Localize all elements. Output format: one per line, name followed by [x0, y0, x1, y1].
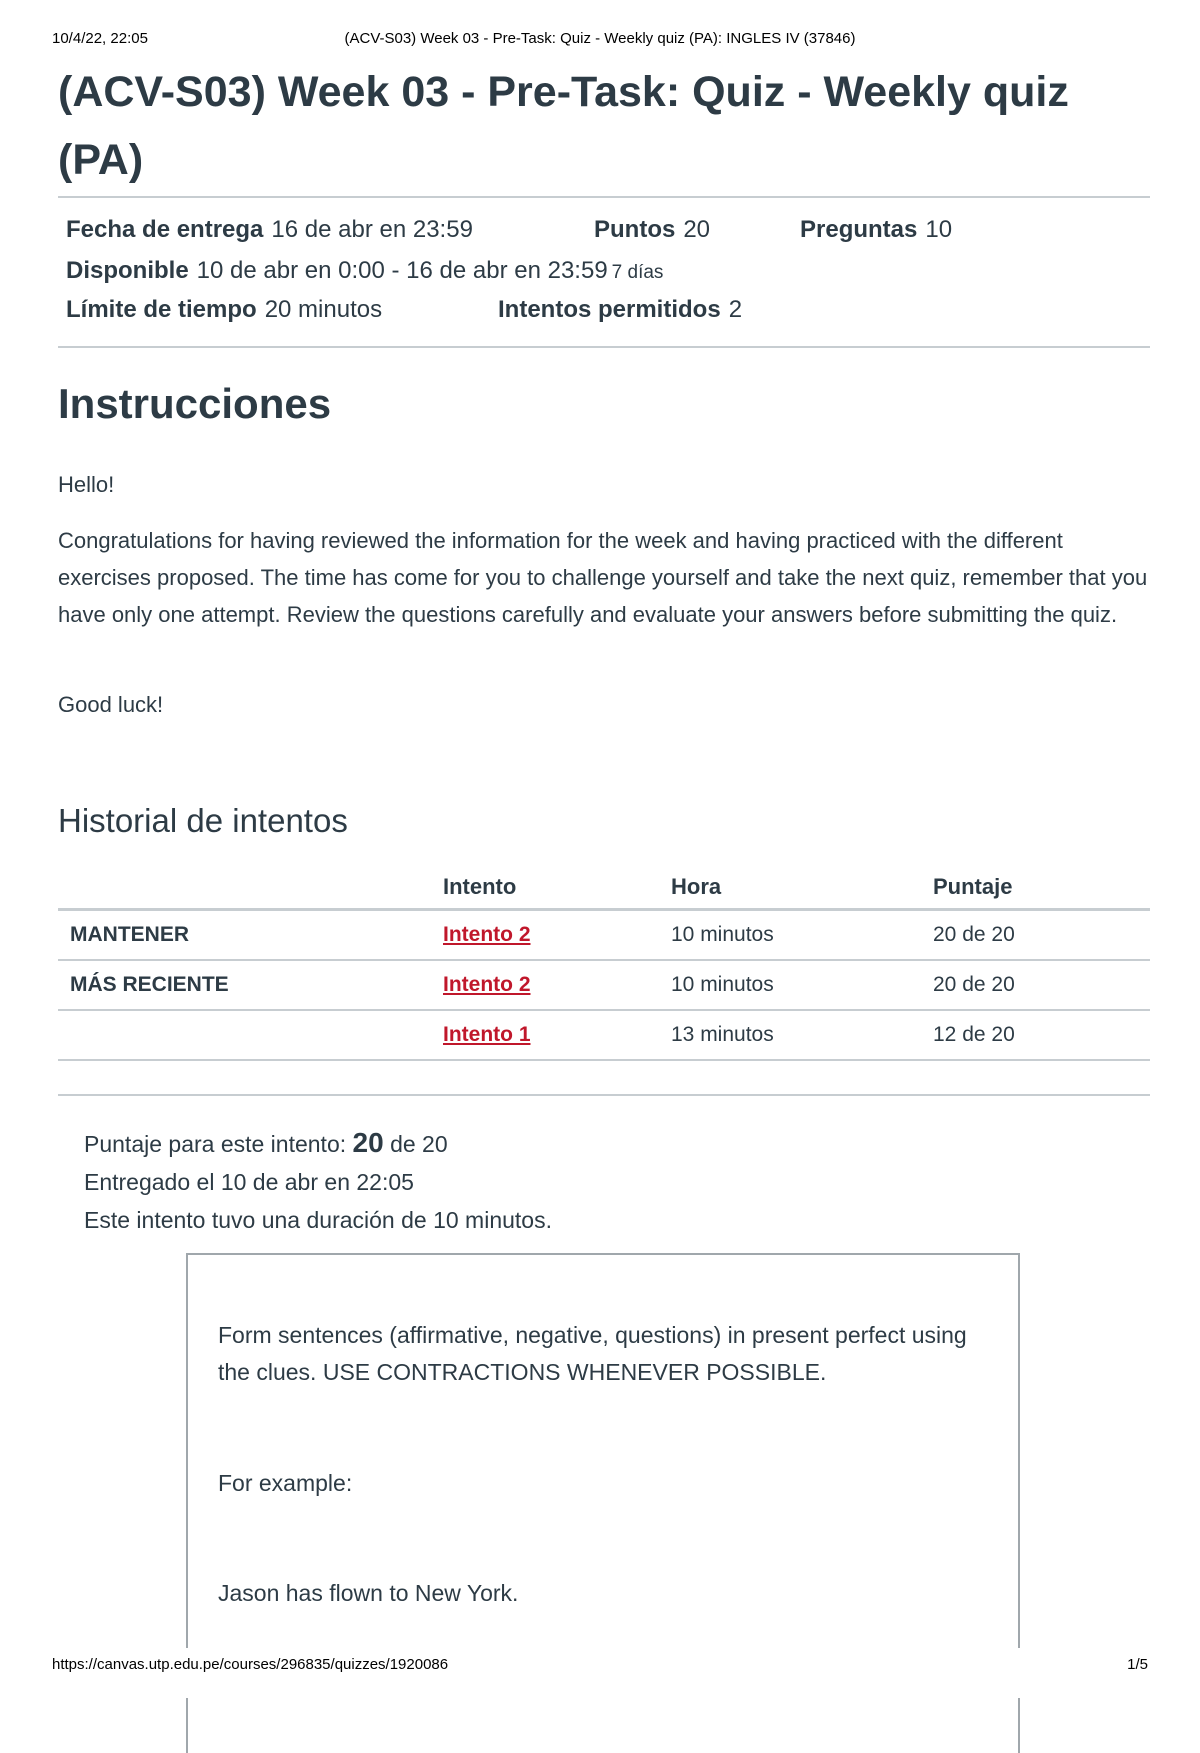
example-label: For example: — [218, 1470, 353, 1496]
attempts-label: Intentos permitidos — [498, 296, 721, 323]
divider — [58, 346, 1150, 348]
table-row — [58, 960, 1150, 1010]
print-url: https://canvas.utp.edu.pe/courses/296835/quizzes/1920086 — [52, 1656, 449, 1673]
score-suffix: de 20 — [390, 1131, 448, 1157]
attempt-cell — [443, 1010, 671, 1060]
available-value: 10 de abr en 0:00 - 16 de abr en 23:59 — [196, 257, 608, 284]
row-label: MANTENER — [58, 910, 443, 961]
attempt-link[interactable]: Intento 2 — [443, 973, 531, 996]
instructions-closing: Good luck! — [58, 692, 164, 717]
table-header-row — [58, 865, 1150, 910]
attempt-duration: Este intento tuvo una duración de 10 minutos. — [84, 1207, 552, 1233]
print-footer — [52, 1656, 1148, 1673]
attempt-cell — [443, 960, 671, 1010]
time-cell: 10 minutos — [671, 910, 933, 961]
instructions-body: Congratulations for having reviewed the information for the week and having practiced with the different exercises proposed. The time has come for you to challenge yourself and take the next quiz, remember that you have only one attempt. Review the questions carefully and evaluate your answers before submitting the quiz. — [58, 528, 1148, 627]
score-prefix: Puntaje para este intento: — [84, 1131, 347, 1157]
attempt-link[interactable]: Intento 1 — [443, 1023, 531, 1046]
row-label — [58, 1010, 443, 1060]
print-datetime: 10/4/22, 22:05 — [52, 30, 148, 47]
questions — [800, 215, 952, 245]
divider — [58, 1094, 1150, 1096]
table-row — [58, 1010, 1150, 1060]
submitted-at: Entregado el 10 de abr en 22:05 — [84, 1169, 414, 1195]
attempts-value: 2 — [728, 296, 743, 323]
table-row — [58, 910, 1150, 961]
due-label: Fecha de entrega — [66, 216, 264, 243]
attempt-summary — [84, 1124, 552, 1239]
available-label: Disponible — [66, 257, 189, 284]
example-sentence: Jason has flown to New York. — [218, 1580, 519, 1606]
instructions-heading: Instrucciones — [58, 380, 332, 427]
page-title: (ACV-S03) Week 03 - Pre-Task: Quiz - Weekly quiz (PA) — [58, 68, 1069, 184]
attempt-cell — [443, 910, 671, 961]
allowed-attempts — [498, 295, 742, 325]
points-label: Puntos — [594, 216, 676, 243]
points — [594, 215, 710, 245]
time-cell: 10 minutos — [671, 960, 933, 1010]
print-doc-title: (ACV-S03) Week 03 - Pre-Task: Quiz - Weekly quiz (PA): INGLES IV (37846) — [344, 30, 856, 47]
questions-label: Preguntas — [800, 216, 918, 243]
question-instruction: Form sentences (affirmative, negative, questions) in present perfect using the clues. USE CONTRACTIONS WHENEVER POSSIBLE. — [218, 1322, 967, 1385]
questions-value: 10 — [925, 216, 953, 243]
column-header-time: Hora — [671, 865, 933, 910]
time-cell: 13 minutos — [671, 1010, 933, 1060]
time-limit-label: Límite de tiempo — [66, 296, 257, 323]
time-limit — [66, 295, 382, 325]
print-page-number: 1/5 — [1127, 1656, 1148, 1673]
score-value: 20 — [352, 1127, 384, 1158]
divider — [58, 196, 1150, 198]
score-cell: 20 de 20 — [933, 960, 1150, 1010]
history-heading: Historial de intentos — [58, 802, 348, 839]
instructions-greeting: Hello! — [58, 472, 115, 497]
column-header — [58, 865, 443, 910]
availability — [66, 256, 663, 288]
score-cell: 12 de 20 — [933, 1010, 1150, 1060]
points-value: 20 — [683, 216, 711, 243]
available-days: 7 días — [611, 262, 664, 283]
column-header-attempt: Intento — [443, 865, 671, 910]
row-label: MÁS RECIENTE — [58, 960, 443, 1010]
score-cell: 20 de 20 — [933, 910, 1150, 961]
attempt-score — [84, 1124, 552, 1163]
due-date — [66, 215, 473, 245]
attempt-history-table — [58, 865, 1150, 1061]
attempt-link[interactable]: Intento 2 — [443, 923, 531, 946]
time-limit-value: 20 minutos — [264, 296, 383, 323]
print-header — [52, 30, 1148, 47]
due-value: 16 de abr en 23:59 — [271, 216, 473, 243]
column-header-score: Puntaje — [933, 865, 1150, 910]
